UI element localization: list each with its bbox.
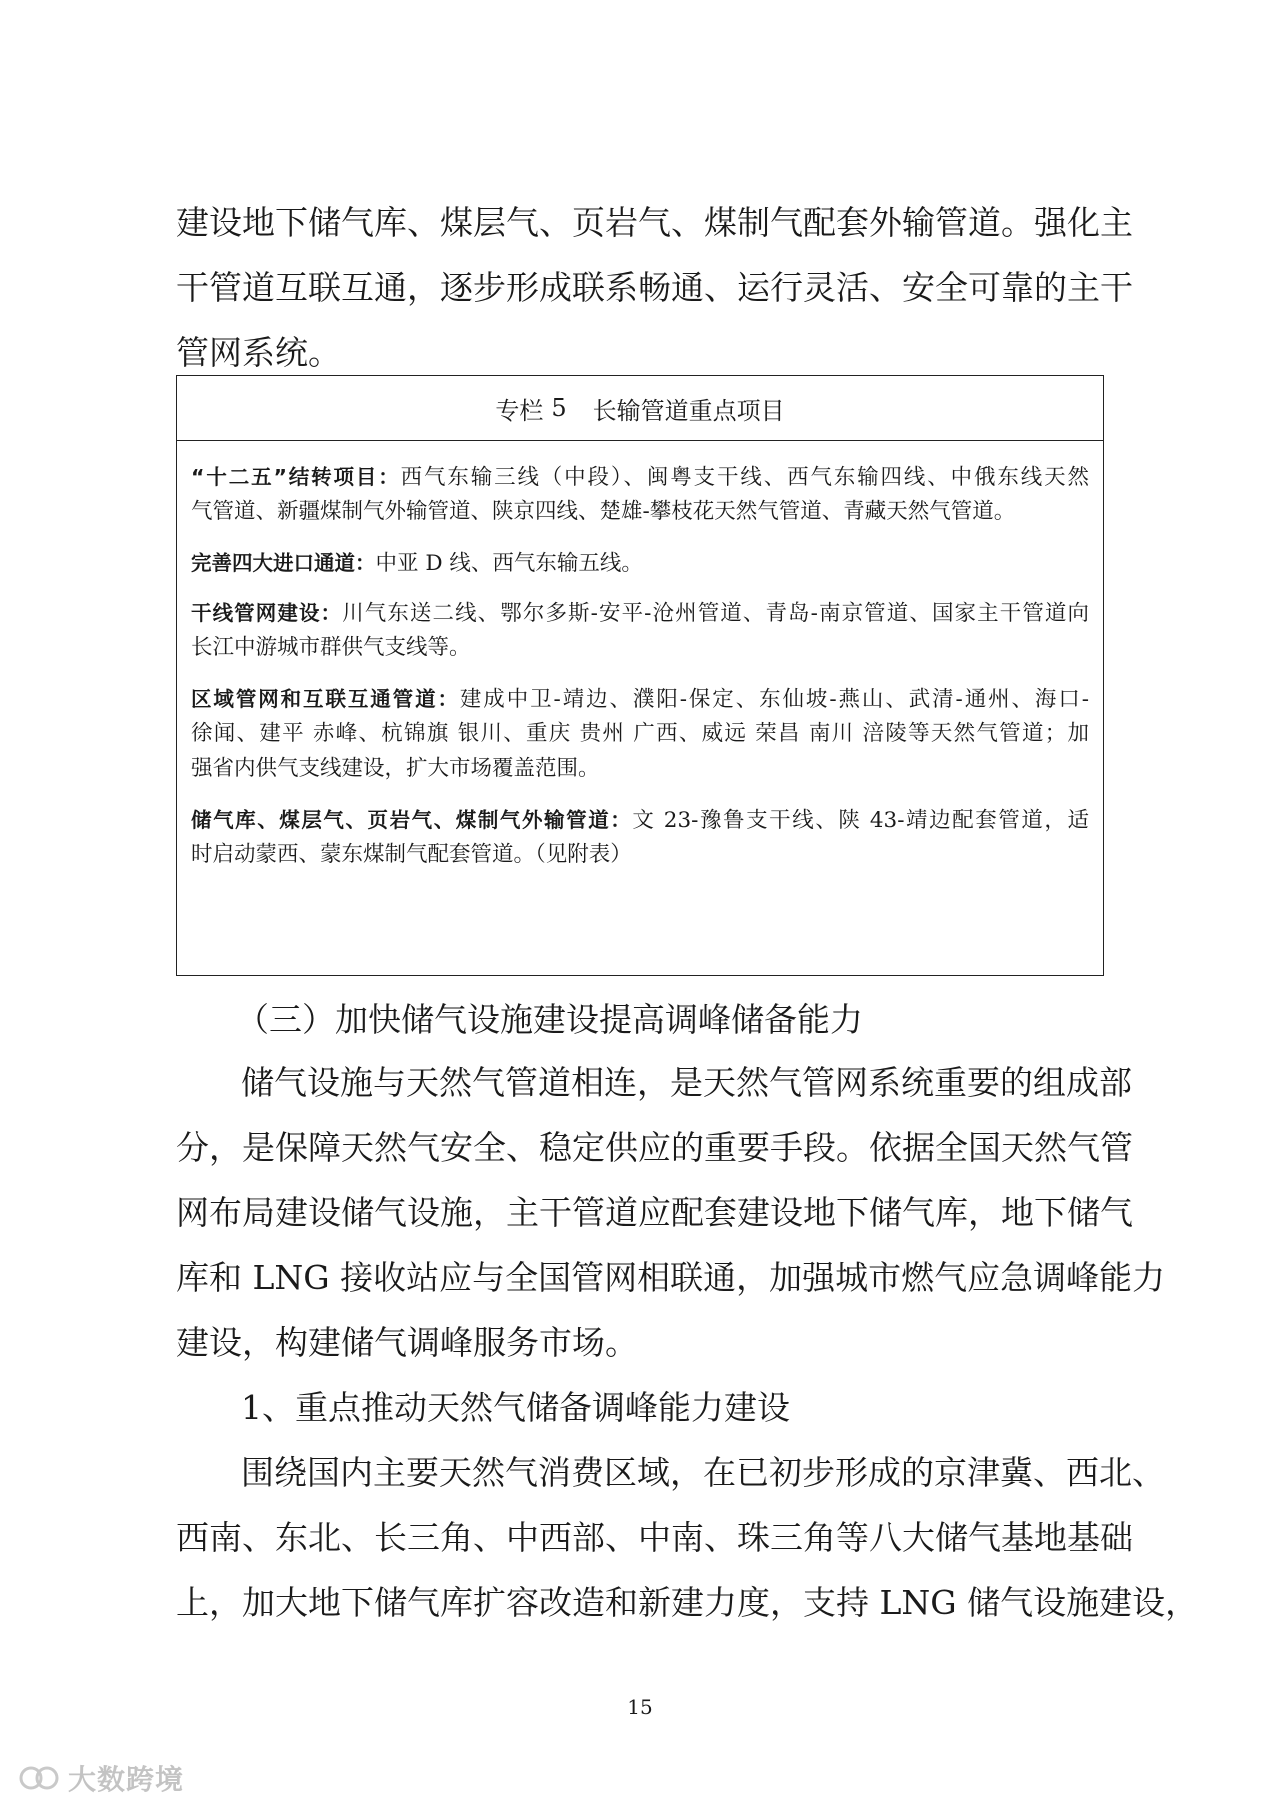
box-item-line — [191, 719, 1089, 749]
box-item-text: 川气东送二线、鄂尔多斯-安平-沧州管道、青岛-南京管道、国家主干管道向 — [342, 601, 1089, 626]
box-item-text: 文 23-豫鲁支干线、陕 43-靖边配套管道，适 — [632, 808, 1089, 833]
box-item-text: 徐闻、建平 赤峰、杭锦旗 银川、重庆 贵州 广西、威远 荣昌 南川 涪陵等天然气管道；加 — [191, 721, 1089, 746]
feature-box-title-label: 专栏 — [495, 396, 544, 425]
box-item-text: 西气东输三线（中段）、闽粤支干线、西气东输四线、中俄东线天然 — [400, 465, 1089, 490]
subheading: 1、重点推动天然气储备调峰能力建设 — [241, 1388, 790, 1427]
body-text-line: 建设地下储气库、煤层气、页岩气、煤制气配套外输管道。强化主 — [176, 203, 1133, 242]
box-item-line — [191, 840, 1089, 870]
box-item-label: “十二五”结转项目： — [191, 465, 401, 489]
box-item-text: 建成中卫-靖边、濮阳-保定、东仙坡-燕山、武清-通州、海口- — [459, 687, 1090, 712]
page-number: 15 — [627, 1695, 653, 1719]
feature-box-title-number: 5 — [551, 394, 567, 422]
body-text-line: 管网系统。 — [176, 333, 341, 372]
box-item-line — [191, 548, 1089, 579]
box-item-label: 干线管网建设： — [191, 601, 343, 625]
box-item-line — [191, 805, 1089, 836]
box-item-label: 完善四大进口通道： — [191, 551, 376, 575]
box-item-line — [191, 684, 1089, 715]
feature-box — [176, 375, 1104, 976]
box-item-text: 中亚 D 线、西气东输五线。 — [375, 551, 643, 576]
body-text-line: 库和 LNG 接收站应与全国管网相联通，加强城市燃气应急调峰能力 — [176, 1258, 1166, 1297]
box-item-text: 气管道、新疆煤制气外输管道、陕京四线、楚雄-攀枝花天然气管道、青藏天然气管道。 — [191, 499, 1016, 524]
box-item-line — [191, 462, 1089, 493]
watermark-logo-icon — [18, 1763, 60, 1793]
body-text-line: 干管道互联互通，逐步形成联系畅通、运行灵活、安全可靠的主干 — [176, 268, 1133, 307]
box-item-line — [191, 598, 1089, 629]
box-item-label: 储气库、煤层气、页岩气、煤制气外输管道： — [191, 808, 633, 832]
box-item-label: 区域管网和互联互通管道： — [191, 687, 460, 711]
box-item-text: 强省内供气支线建设，扩大市场覆盖范围。 — [191, 756, 600, 781]
body-text-line: 网布局建设储气设施，主干管道应配套建设地下储气库，地下储气 — [176, 1193, 1133, 1232]
box-item-line — [191, 633, 1089, 663]
watermark — [18, 1758, 184, 1798]
feature-box-title-text: 长输管道重点项目 — [592, 396, 785, 425]
body-text-line: 分，是保障天然气安全、稳定供应的重要手段。依据全国天然气管 — [176, 1128, 1133, 1167]
body-text-line: 西南、东北、长三角、中西部、中南、珠三角等八大储气基地基础 — [176, 1518, 1133, 1557]
body-text-line: 储气设施与天然气管道相连，是天然气管网系统重要的组成部 — [241, 1063, 1132, 1102]
watermark-text: 大数跨境 — [68, 1763, 185, 1796]
body-text-line: 建设，构建储气调峰服务市场。 — [176, 1323, 638, 1362]
feature-box-title — [177, 376, 1103, 441]
box-item-line — [191, 497, 1089, 527]
box-item-line — [191, 754, 1089, 784]
section-heading: （三）加快储气设施建设提高调峰储备能力 — [236, 1000, 863, 1039]
body-text-line: 上，加大地下储气库扩容改造和新建力度，支持 LNG 储气设施建设， — [176, 1583, 1199, 1622]
body-text-line: 围绕国内主要天然气消费区域，在已初步形成的京津冀、西北、 — [241, 1453, 1165, 1492]
box-item-text: 时启动蒙西、蒙东煤制气配套管道。（见附表） — [191, 842, 632, 867]
box-item-text: 长江中游城市群供气支线等。 — [191, 635, 471, 660]
